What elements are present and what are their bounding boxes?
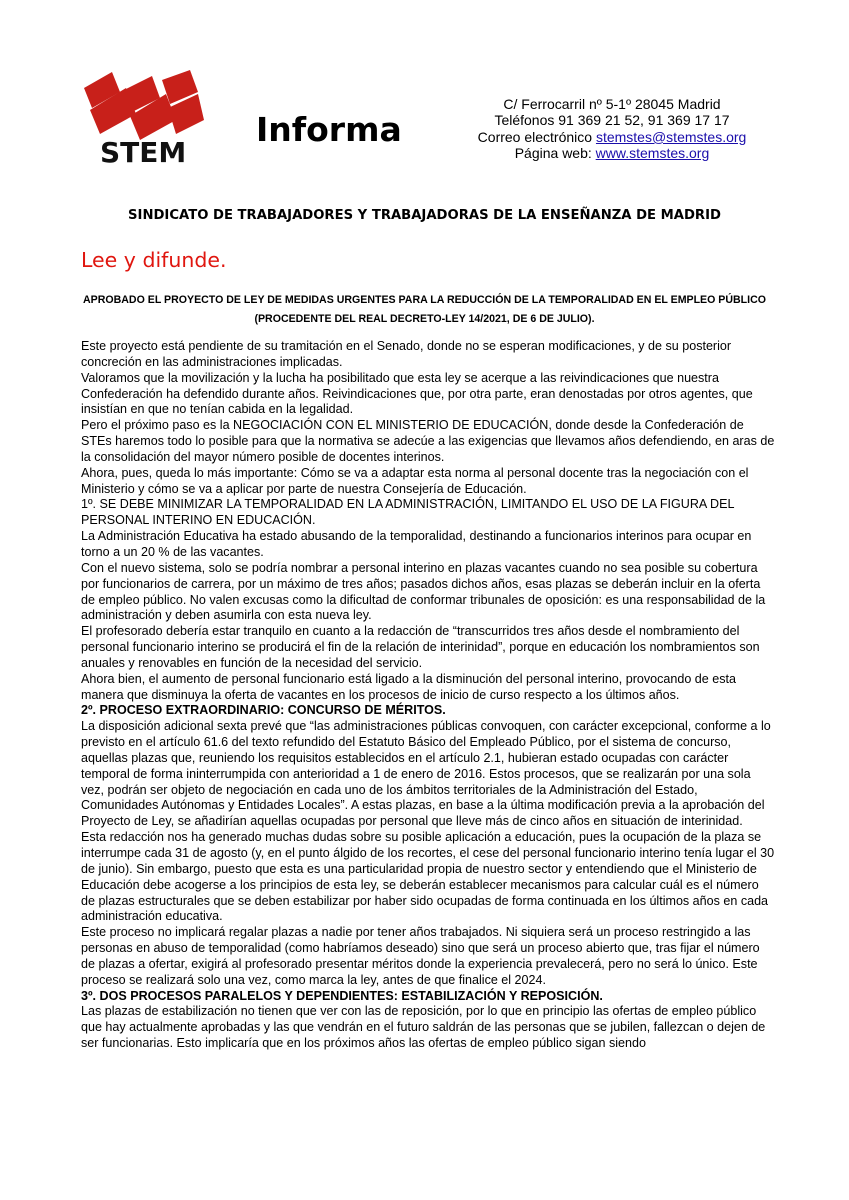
email-link[interactable]: stemstes@stemstes.org: [595, 128, 747, 145]
email-line: [462, 129, 762, 145]
web-link[interactable]: www.stemstes.org: [595, 145, 710, 162]
section-heading-2: 2º. PROCESO EXTRAORDINARIO: CONCURSO DE MÉRITOS.: [81, 703, 446, 718]
address: C/ Ferrocarril nº 5-1º 28045 Madrid: [503, 96, 721, 112]
lee-y-difunde: Lee y difunde.: [81, 248, 227, 272]
heading-line-2: (PROCEDENTE DEL REAL DECRETO-LEY 14/2021, DE 6 DE JULIO).: [254, 313, 595, 325]
paragraph: La Administración Educativa ha estado abusando de la temporalidad, destinando a funcionarios interinos para ocupar en torno a un 20 % de las vacantes.: [81, 529, 752, 559]
paragraph: Ahora, pues, queda lo más importante: Cómo se va a adaptar esta norma al personal docente tras la negociación con el Ministerio y cómo se va a aplicar por parte de nuestra Consejería de Educación.: [81, 465, 749, 496]
web-line: [462, 145, 762, 161]
logo-text: STEM: [100, 136, 187, 169]
document-heading: [60, 291, 789, 329]
heading-line-1: APROBADO EL PROYECTO DE LEY DE MEDIDAS URGENTES PARA LA REDUCCIÓN DE LA TEMPORALIDAD EN EL EMPLEO PÚBLICO: [83, 294, 766, 306]
section-heading-1: 1º. SE DEBE MINIMIZAR LA TEMPORALIDAD EN LA ADMINISTRACIÓN, LIMITANDO EL USO DE LA FIGURA DEL PERSONAL INTERINO EN EDUCACIÓN.: [81, 497, 734, 528]
paragraph: Con el nuevo sistema, solo se podría nombrar a personal interino en plazas vacantes cuando no sea posible su cobertura por funcionarios de carrera, por un máximo de tres años; pasados dichos años, esas plazas se deberán incluir en la oferta de empleo público. No valen excusas como la dificultad de conformar tribunales de oposición: es una responsabilidad de la administración y deben asumirla con esta nueva ley.: [81, 560, 766, 623]
contact-block: [462, 96, 762, 162]
paragraph: Este proceso no implicará regalar plazas a nadie por tener años trabajados. Ni siquiera será un proceso restringido a las personas en abuso de temporalidad (como habríamos deseado) sino que será un proceso abierto que, tras fijar el número de plazas a ofertar, exigirá al profesorado presentar méritos donde la experiencia prevalecerá, pero no será lo único. Este proceso se realizará solo una vez, como marca la ley, antes de que finalice el 2024.: [81, 925, 760, 987]
stem-logo-flags: [80, 70, 205, 170]
informa-title: Informa: [256, 110, 402, 149]
paragraph: Valoramos que la movilización y la lucha ha posibilitado que esta ley se acerque a las reivindicaciones que nuestra Confederación ha defendido durante años. Reivindicaciones que, por otra parte, eran denostadas por otros agentes, que insistían en que no tenían cabida en la legalidad.: [81, 370, 753, 417]
paragraph: La disposición adicional sexta prevé que “las administraciones públicas convoquen, con carácter excepcional, conforme a lo previsto en el artículo 61.6 del texto refundido del Estatuto Básico del Empleado Público, por el sistema de concurso, aquellas plazas que, reuniendo los requisitos establecidos en el artículo 2.1, hubieran estado ocupadas con carácter temporal de forma ininterrumpida con anterioridad a 1 de enero de 2016. Estos procesos, que se realizarán por una sola vez, podrán ser objeto de negociación en cada uno de los ámbitos territoriales de la Administración del Estado, Comunidades Autónomas y Entidades Locales”. A estas plazas, en base a la última modificación previa a la aprobación del Proyecto de Ley, se añadirían aquellas ocupadas por personal que lleve más de cinco años en situación de interinidad.: [81, 719, 771, 829]
paragraph: Ahora bien, el aumento de personal funcionario está ligado a la disminución del personal interino, provocando de esta manera que disminuya la oferta de vacantes en los procesos de inicio de curso respecto a los últimos años.: [81, 671, 736, 702]
email-label: Correo electrónico: [477, 128, 596, 145]
web-label: Página web:: [514, 145, 596, 162]
paragraph: Esta redacción nos ha generado muchas dudas sobre su posible aplicación a educación, pues la ocupación de la plaza se interrumpe cada 31 de agosto (y, en el punto álgido de los recortes, el cese del personal funcionario interino tenía lugar el 30 de junio). Sin embargo, puesto que esta es una particularidad propia de nuestro sector y entendiendo que el Ministerio de Educación debe acogerse a los principios de esta ley, se deberán establecer mecanismos para calcular cuál es el número de plazas estructurales que se deben estabilizar por haber sido ocupadas de forma continuada en los últimos años en cada administración educativa.: [81, 830, 775, 924]
phones: Teléfonos 91 369 21 52, 91 369 17 17: [494, 112, 730, 129]
organization-title: SINDICATO DE TRABAJADORES Y TRABAJADORAS DE LA ENSEÑANZA DE MADRID: [128, 208, 721, 223]
paragraph: Este proyecto está pendiente de su tramitación en el Senado, donde no se esperan modificaciones, y de su posterior concreción en las administraciones implicadas.: [81, 339, 732, 369]
paragraph: Las plazas de estabilización no tienen que ver con las de reposición, por lo que en principio las ofertas de empleo público que hay actualmente aprobadas y las que vendrán en el futuro saldrán de las personas que se jubilen, fallezcan o dejen de ser funcionarias. Esto implicaría que en los próximos años las ofertas de empleo público sigan siendo: [81, 1004, 766, 1051]
stem-logo: [80, 70, 205, 170]
document-body: [81, 339, 775, 1052]
paragraph: El profesorado debería estar tranquilo en cuanto a la redacción de “transcurridos tres años desde el nombramiento del personal funcionario interino se producirá el fin de la relación de interinidad”, porque en educación los nombramientos son anuales y renovables en función de la necesidad del servicio.: [81, 624, 760, 670]
section-heading-3: 3º. DOS PROCESOS PARALELOS Y DEPENDIENTES: ESTABILIZACIÓN Y REPOSICIÓN.: [81, 988, 603, 1003]
paragraph: Pero el próximo paso es la NEGOCIACIÓN CON EL MINISTERIO DE EDUCACIÓN, donde desde la Confederación de STEs haremos todo lo posible para que la normativa se adecúe a las exigencias que llevamos años defendiendo, en aras de la consolidación del mayor número posible de docentes interinos.: [81, 418, 775, 464]
